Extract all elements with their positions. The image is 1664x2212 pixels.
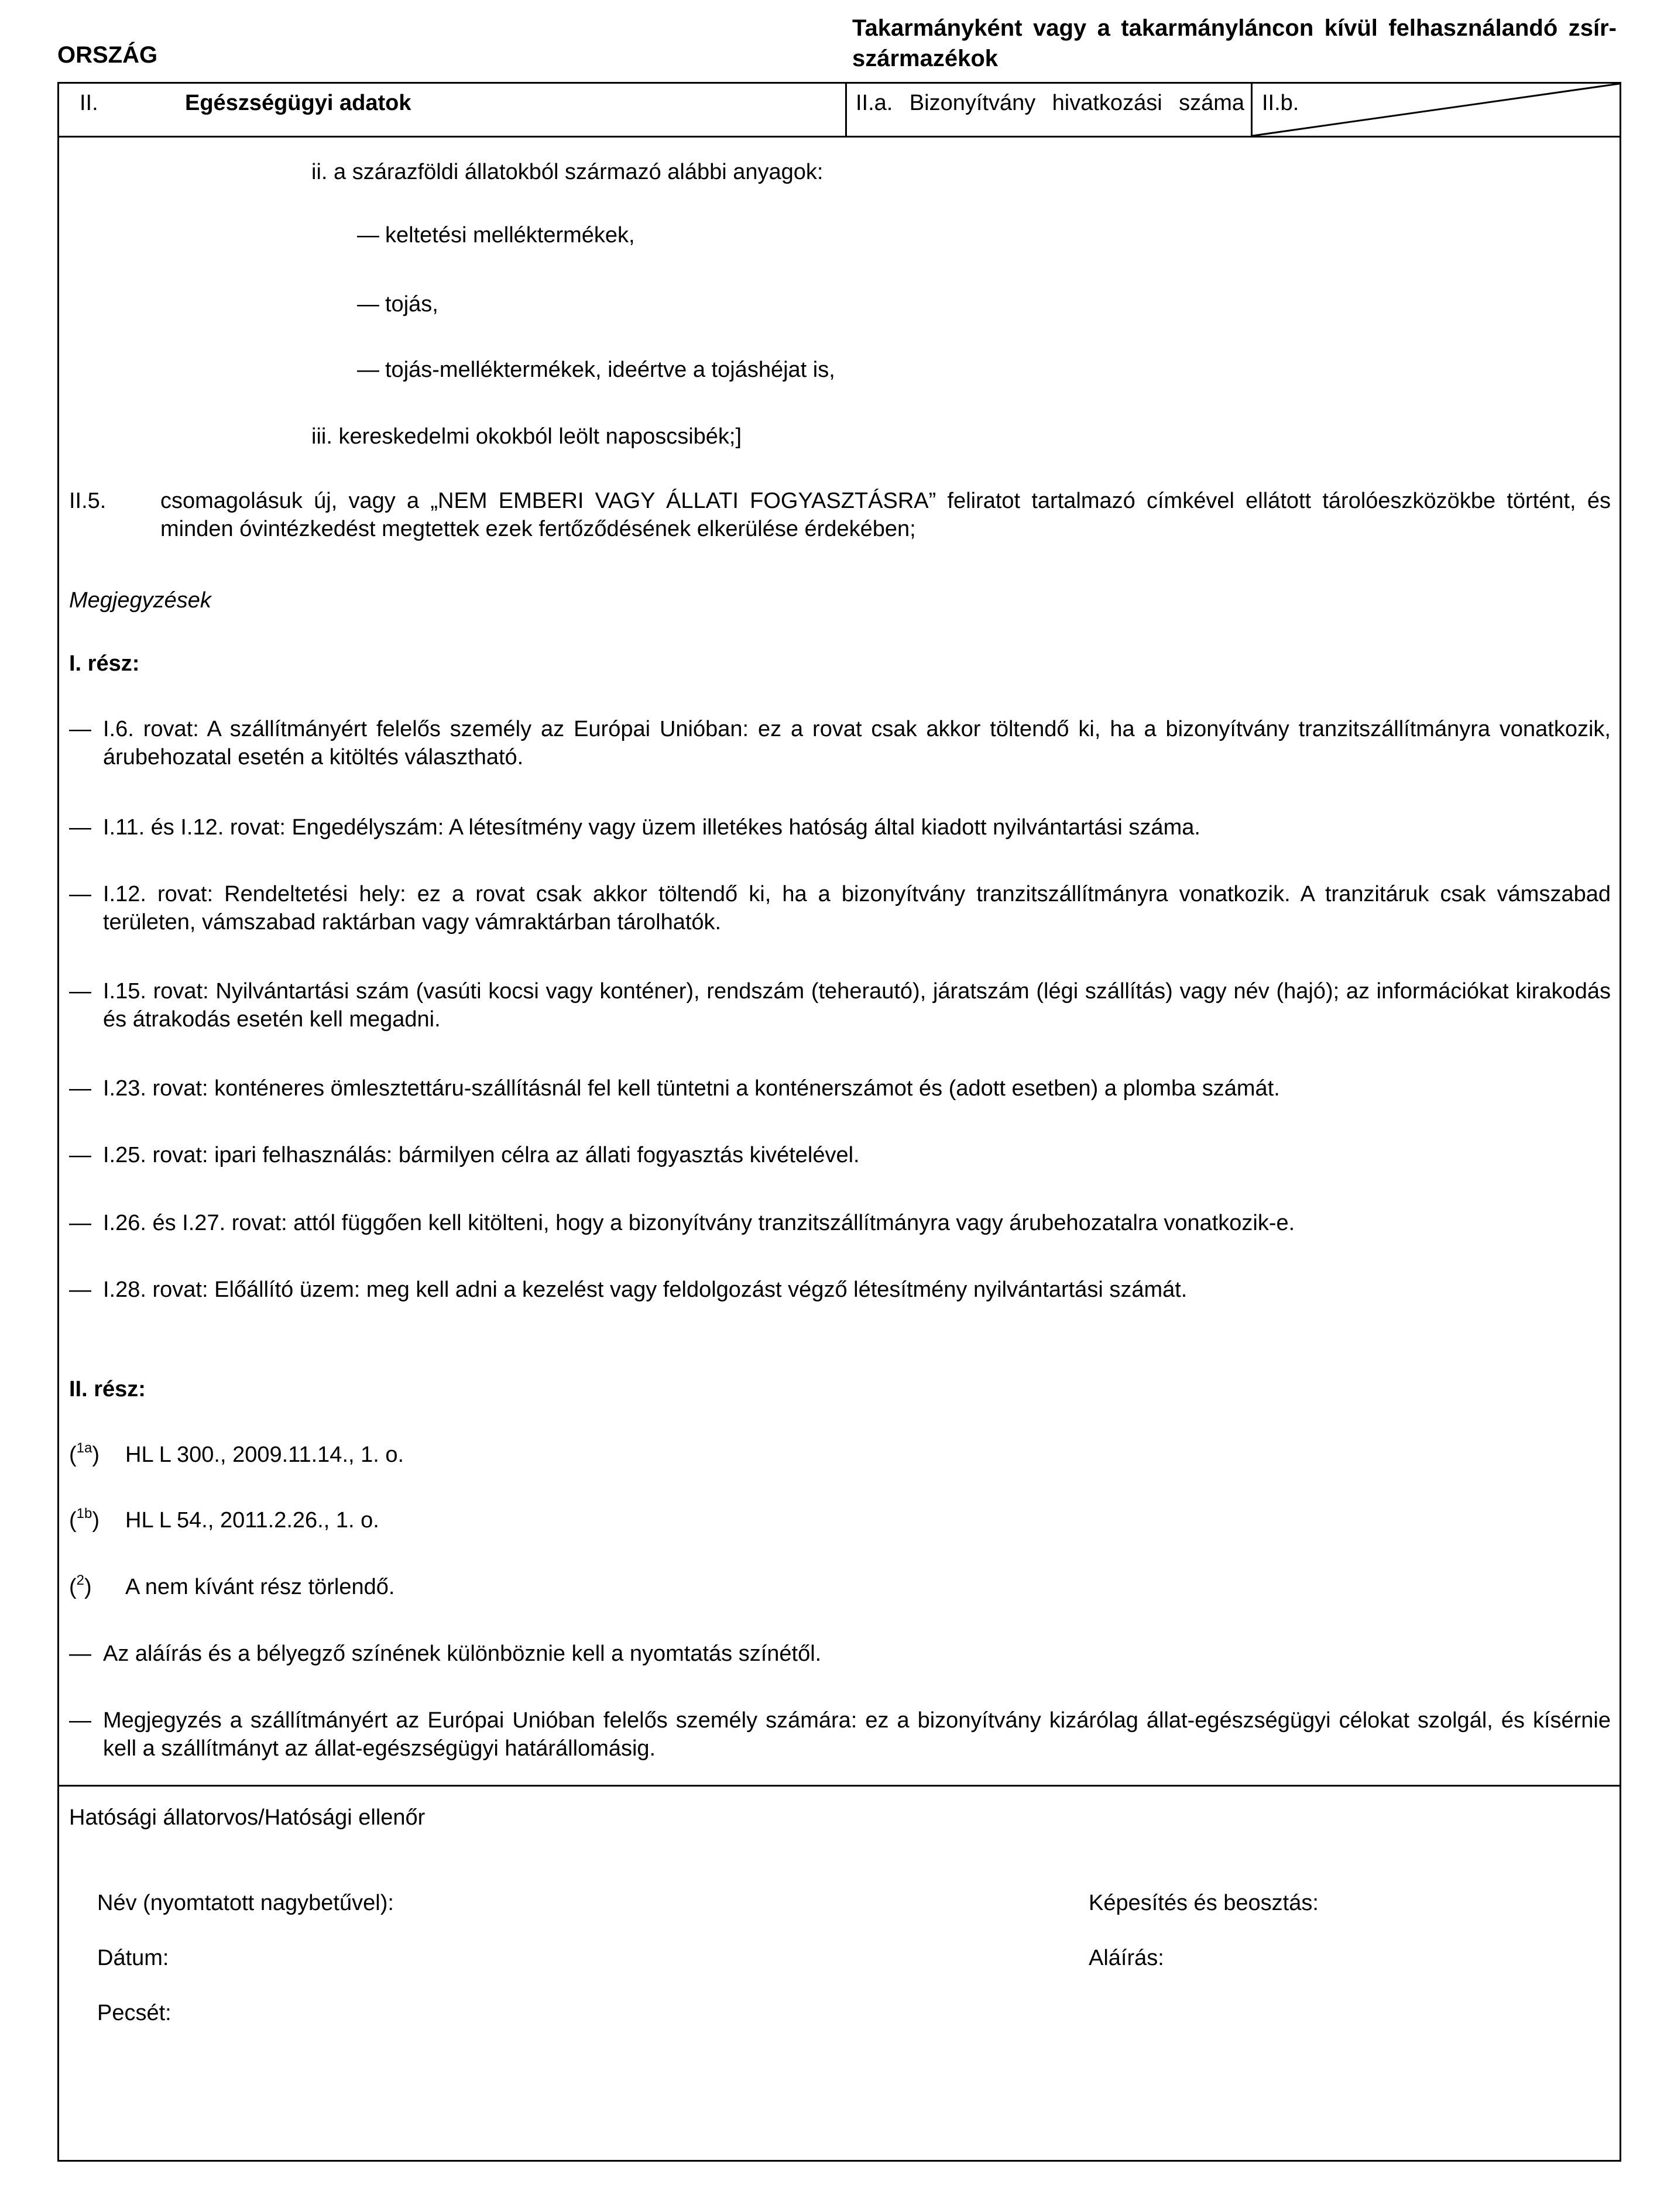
signature-field-label: Aláírás: — [1089, 1946, 1164, 1970]
dash-glyph: — — [69, 1277, 91, 1302]
qualification-field-label: Képesítés és beosztás: — [1089, 1891, 1319, 1915]
note-item: — Az aláírás és a bélyegző színének különböznie kell a nyomtatás színétől. — [69, 1640, 1611, 1668]
certificate-reference-label: II.a. Bizonyítvány hivatkozási száma — [856, 91, 1244, 115]
section-title: Egészségügyi adatok — [185, 91, 411, 115]
footnote-mark: 2 — [76, 1572, 85, 1588]
note-item: — I.23. rovat: konténeres ömlesztettáru-szállításnál fel kell tüntetni a konténerszámot és (adott esetben) a plomba számát. — [69, 1074, 1611, 1102]
dash-glyph: — — [69, 717, 91, 741]
dash-glyph: — — [69, 1708, 91, 1733]
part1-heading: I. rész: — [69, 651, 140, 676]
name-field-label: Név (nyomtatott nagybetűvel): — [97, 1891, 394, 1915]
dash-glyph: — — [357, 292, 379, 317]
materials-intro: ii. a szárazföldi állatokból származó alábbi anyagok: — [311, 160, 824, 184]
signature-divider — [57, 1785, 1621, 1787]
footnote-mark: 1a — [76, 1440, 92, 1456]
date-field-label: Dátum: — [97, 1946, 169, 1970]
stamp-field-label: Pecsét: — [97, 2001, 171, 2025]
materials-iii: iii. kereskedelmi okokból leölt naposcsibék;] — [311, 424, 742, 449]
country-label: ORSZÁG — [57, 42, 158, 68]
note-item: — I.28. rovat: Előállító üzem: meg kell adni a kezelést vagy feldolgozást végző létesítmény nyilvántartási számát. — [69, 1276, 1611, 1304]
dash-glyph: — — [357, 223, 379, 248]
dash-glyph: — — [69, 882, 91, 906]
note-item: — I.26. és I.27. rovat: attól függően kell kitölteni, hogy a bizonyítvány tranzitszállítmányra vagy árubehozatalra vonatkozik-e. — [69, 1209, 1611, 1237]
iib-label: II.b. — [1262, 91, 1299, 115]
dash-glyph: — — [69, 1641, 91, 1666]
header-row-divider — [57, 136, 1621, 138]
notes-heading: Megjegyzések — [69, 588, 211, 613]
header-divider-1 — [845, 82, 847, 137]
certificate-frame — [57, 82, 1621, 2162]
dash-glyph: — — [69, 979, 91, 1004]
iib-diagonal-strike — [1253, 84, 1620, 136]
dash-glyph: — — [69, 1211, 91, 1235]
part2-heading: II. rész: — [69, 1377, 146, 1402]
footnote-mark: 1b — [76, 1506, 92, 1521]
dash-glyph: — — [69, 1076, 91, 1101]
dash-glyph: — — [69, 815, 91, 840]
ii5-number: II.5. — [69, 489, 107, 513]
note-item: — Megjegyzés a szállítmányért az Európai Unióban felelős személy számára: ez a bizonyítvány kizárólag állat-egészségügyi célokat szolgál, és kísérnie kell a szállítmányt az állat-egészségügyi határállomásig. — [69, 1706, 1611, 1763]
dash-glyph: — — [357, 358, 379, 382]
section-number: II. — [80, 91, 98, 115]
note-item: — I.6. rovat: A szállítmányért felelős személy az Európai Unióban: ez a rovat csak akkor töltendő ki, ha a bizonyítvány tranzitszállítmányra vonatkozik, árubehozatal esetén a kitöltés választható. — [69, 715, 1611, 771]
signature-heading: Hatósági állatorvos/Hatósági ellenőr — [69, 1805, 426, 1830]
note-item: — I.11. és I.12. rovat: Engedélyszám: A létesítmény vagy üzem illetékes hatóság által kiadott nyilvántartási száma. — [69, 813, 1611, 841]
note-item: — I.15. rovat: Nyilvántartási szám (vasúti kocsi vagy konténer), rendszám (teherautó), járatszám (légi szállítás) vagy név (hajó); az információkat kirakodás és átrakodás esetén kell megadni. — [69, 977, 1611, 1033]
document-title: Takarmányként vagy a takarmányláncon kívül felhasználandó zsír-származékok — [852, 15, 1617, 71]
note-item: — I.25. rovat: ipari felhasználás: bármilyen célra az állati fogyasztás kivételével. — [69, 1141, 1611, 1169]
dash-glyph: — — [69, 1143, 91, 1167]
ii5-text: csomagolásuk új, vagy a „NEM EMBERI VAGY ÁLLATI FOGYASZTÁSRA” feliratot tartalmazó címkével ellátott tárolóeszközökbe történt, és minden óvintézkedést megtettek ezek fertőződésének elkerülése érdekében; — [160, 489, 1611, 541]
note-item: — I.12. rovat: Rendeltetési hely: ez a rovat csak akkor töltendő ki, ha a bizonyítvány tranzitszállítmányra vonatkozik. A tranzitáruk csak vámszabad területen, vámszabad raktárban vagy vámraktárban tárolhatók. — [69, 880, 1611, 936]
